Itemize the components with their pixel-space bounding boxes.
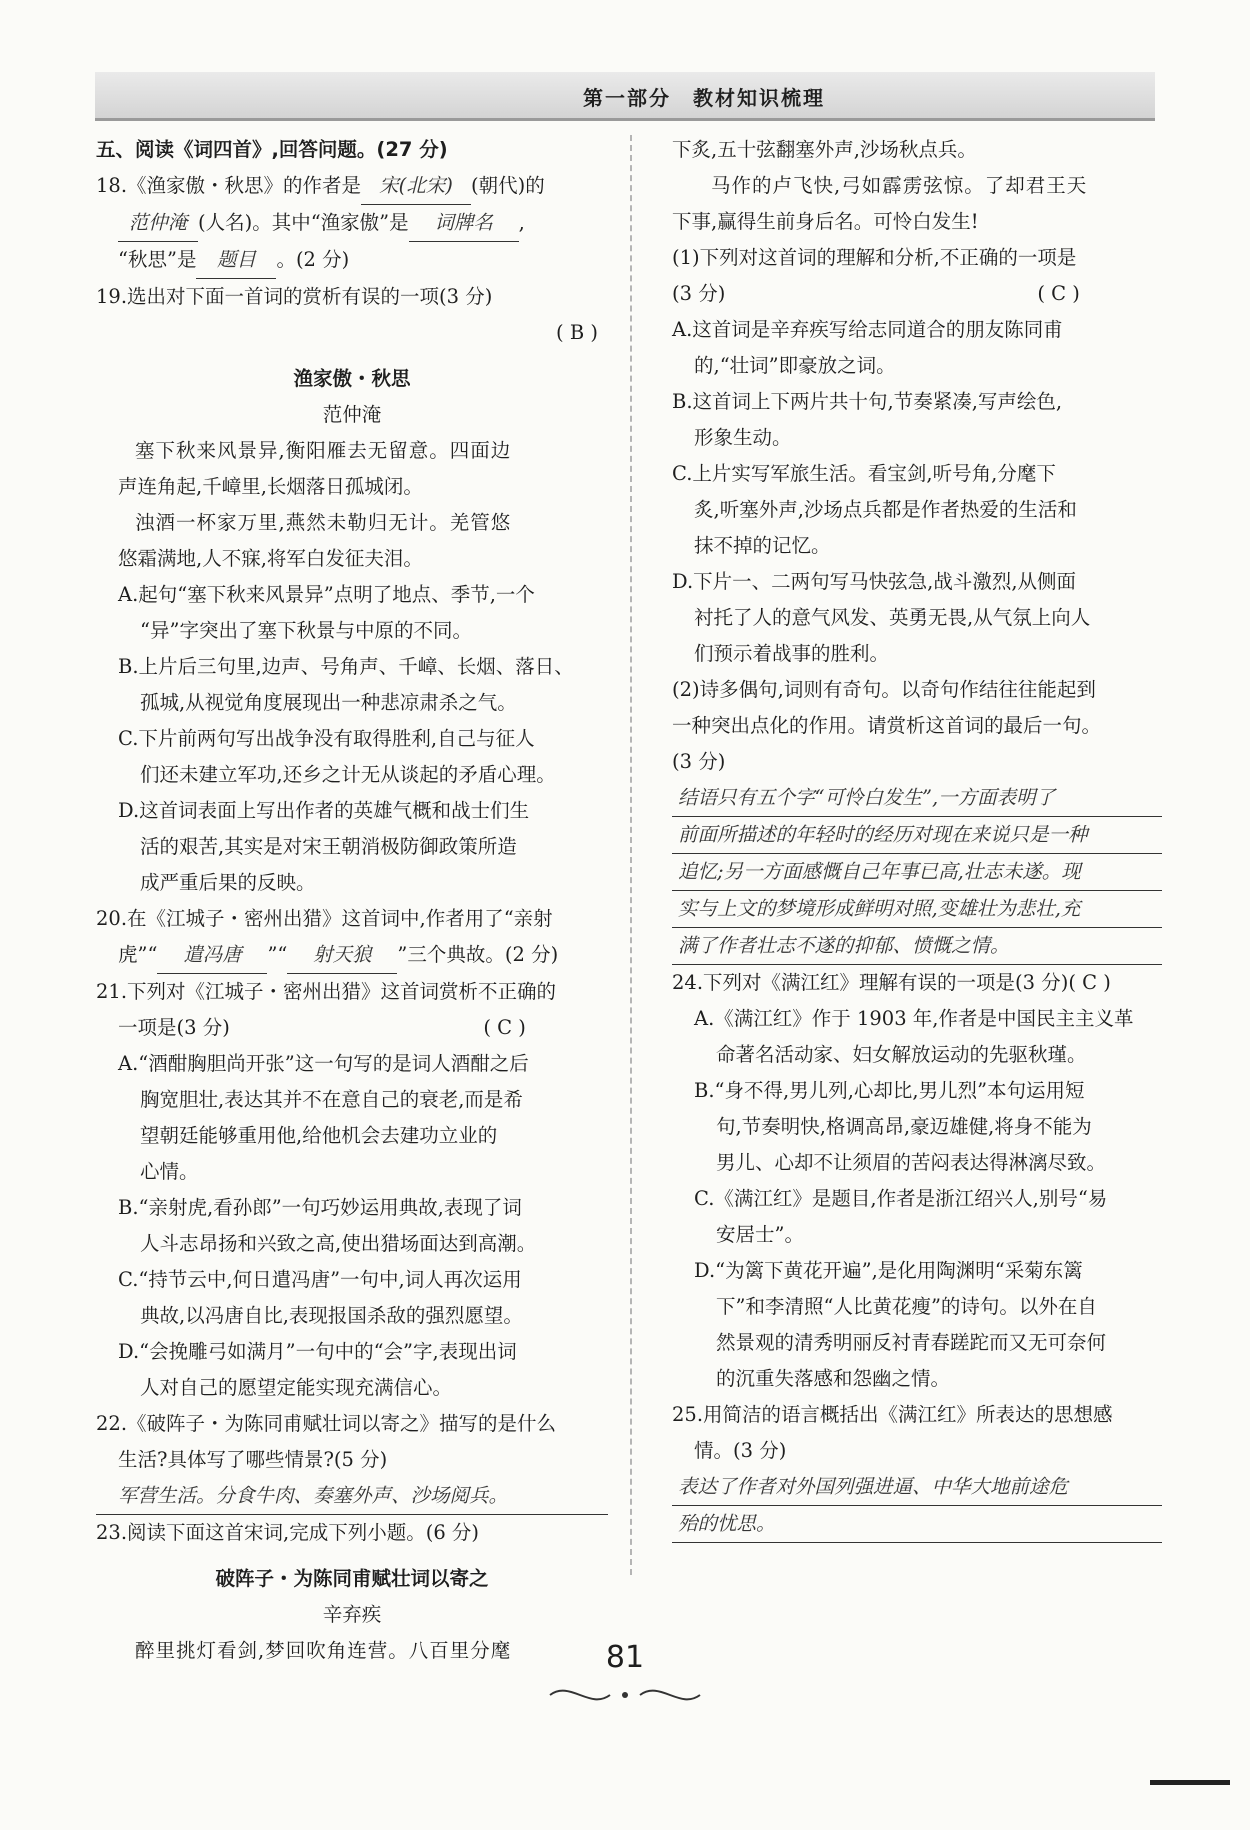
text-fragment: 虎”“ <box>118 943 158 966</box>
answer-line: 前面所描述的年轻时的经历对现在来说只是一种 <box>672 817 1162 854</box>
text-line: 人斗志昂扬和兴致之高,使出猎场面达到高潮。 <box>140 1232 537 1255</box>
text-line: 的,“壮词”即豪放之词。 <box>694 354 896 377</box>
text-line: 20.在《江城子・密州出猎》这首词中,作者用了“亲射 <box>96 907 553 930</box>
answer-line: 追忆;另一方面感慨自己年事已高,壮志未遂。现 <box>672 854 1162 891</box>
text-line: 男儿、心却不让须眉的苦闷表达得淋漓尽致。 <box>716 1151 1107 1174</box>
text-line: 21.下列对《江城子・密州出猎》这首词赏析不正确的 <box>96 980 557 1003</box>
text-line: (3 分) <box>672 750 726 773</box>
text-line: 悠霜满地,人不寐,将军白发征夫泪。 <box>118 547 423 570</box>
answer-line: 殆的忧思。 <box>672 1506 1162 1543</box>
text-line: 渔家傲・秋思 <box>293 367 411 390</box>
text-line: B.上片后三句里,边声、号角声、千嶂、长烟、落日、 <box>118 655 574 678</box>
ornament-icon <box>545 1680 705 1710</box>
text-line: D.这首词表面上写出作者的英雄气概和战士们生 <box>118 799 530 822</box>
text-fragment: (人名)。其中“渔家傲”是 <box>198 211 409 234</box>
corner-line <box>1150 1780 1230 1785</box>
text-line <box>96 937 608 974</box>
text-line: 军营生活。分食牛肉、奏塞外声、沙场阅兵。 <box>96 1478 608 1515</box>
text-line: A.这首词是辛弃疾写给志同道合的朋友陈同甫 <box>672 318 1063 341</box>
text-line <box>96 168 608 205</box>
text-line: C.“持节云中,何日遣冯唐”一句中,词人再次运用 <box>118 1268 522 1291</box>
text-line: A.《满江红》作于 1903 年,作者是中国民主主义革 <box>694 1007 1134 1030</box>
text-line: D.“为篱下黄花开遍”,是化用陶渊明“采菊东篱 <box>694 1259 1083 1282</box>
text-line: 22.《破阵子・为陈同甫赋壮词以寄之》描写的是什么 <box>96 1412 557 1435</box>
text-line: 抹不掉的记忆。 <box>694 534 831 557</box>
text-line: 下事,赢得生前身后名。可怜白发生! <box>672 210 979 233</box>
page-number: 81 <box>605 1640 645 1675</box>
text-line: 然景观的清秀明丽反衬青春蹉跎而又无可奈何 <box>716 1331 1107 1354</box>
text-line: 醉里挑灯看剑,梦回吹角连营。八百里分麾 <box>135 1639 512 1662</box>
answer-line: 满了作者壮志不遂的抑郁、愤慨之情。 <box>672 928 1162 965</box>
text-line: 声连角起,千嶂里,长烟落日孤城闭。 <box>118 475 423 498</box>
filled-blank: 题目 <box>196 242 276 279</box>
filled-blank: 射天狼 <box>287 937 397 974</box>
text-line: 命著名活动家、妇女解放运动的先驱秋瑾。 <box>716 1043 1087 1066</box>
text-line: B.这首词上下两片共十句,节奏紧凑,写声绘色, <box>672 390 1063 413</box>
text-line: 一项是(3 分) ( C ) <box>118 1016 526 1039</box>
text-line: C.上片实写军旅生活。看宝剑,听号角,分麾下 <box>672 462 1056 485</box>
text-line: 一种突出点化的作用。请赏析这首词的最后一句。 <box>672 714 1102 737</box>
header-title: 第一部分 教材知识梳理 <box>583 86 825 110</box>
text-line: 衬托了人的意气风发、英勇无畏,从气氛上向人 <box>694 606 1091 629</box>
text-line: 25.用简洁的语言概括出《满江红》所表达的思想感 <box>672 1403 1113 1426</box>
text-line: (1)下列对这首词的理解和分析,不正确的一项是 <box>672 246 1077 269</box>
text-line: 人对自己的愿望定能实现充满信心。 <box>140 1376 453 1399</box>
answer-block <box>672 1469 1162 1543</box>
text-line: (2)诗多偶句,词则有奇句。以奇句作结往往能起到 <box>672 678 1096 701</box>
left-column <box>96 132 608 1669</box>
text-line: 范仲淹 <box>322 403 382 426</box>
filled-blank: 范仲淹 <box>118 205 198 242</box>
text-line: 五、阅读《词四首》,回答问题。(27 分) <box>96 138 448 161</box>
text-line: 形象生动。 <box>694 426 792 449</box>
text-line: B.“身不得,男儿列,心却比,男儿烈”本句运用短 <box>694 1079 1085 1102</box>
text-line: ( B ) <box>556 321 598 344</box>
text-line: “异”字突出了塞下秋景与中原的不同。 <box>140 619 472 642</box>
text-fragment: , <box>518 211 525 234</box>
right-column <box>672 132 1162 1543</box>
text-line: 的沉重失落感和怨幽之情。 <box>716 1367 951 1390</box>
text-line: C.下片前两句写出战争没有取得胜利,自己与征人 <box>118 727 535 750</box>
text-line: 炙,听塞外声,沙场点兵都是作者热爱的生活和 <box>694 498 1077 521</box>
text-fragment: 18.《渔家傲・秋思》的作者是 <box>96 174 362 197</box>
text-line: A.“酒酣胸胆尚开张”这一句写的是词人酒酣之后 <box>118 1052 529 1075</box>
text-line <box>96 205 608 242</box>
column-divider <box>630 135 632 1575</box>
text-line <box>96 242 608 279</box>
text-line: 胸宽胆壮,表达其并不在意自己的衰老,而是希 <box>140 1088 523 1111</box>
text-line: 辛弃疾 <box>322 1603 382 1626</box>
answer-block <box>672 780 1162 965</box>
text-line: 浊酒一杯家万里,燕然未勒归无计。羌管悠 <box>135 511 512 534</box>
text-line: 孤城,从视觉角度展现出一种悲凉肃杀之气。 <box>140 691 517 714</box>
text-line: 情。(3 分) <box>694 1439 787 1462</box>
text-line: 19.选出对下面一首词的赏析有误的一项(3 分) <box>96 285 493 308</box>
text-line: 安居士”。 <box>716 1223 804 1246</box>
text-line: 生活?具体写了哪些情景?(5 分) <box>118 1448 388 1471</box>
page-header <box>95 72 1155 121</box>
text-line: (3 分) ( C ) <box>672 282 1080 305</box>
text-line: 23.阅读下面这首宋词,完成下列小题。(6 分) <box>96 1521 480 1544</box>
text-fragment: “秋思”是 <box>118 248 197 271</box>
answer-line: 表达了作者对外国列强进逼、中华大地前途危 <box>672 1469 1162 1506</box>
text-line: C.《满江红》是题目,作者是浙江绍兴人,别号“易 <box>694 1187 1108 1210</box>
text-line: 成严重后果的反映。 <box>140 871 316 894</box>
text-line: D.“会挽雕弓如满月”一句中的“会”字,表现出词 <box>118 1340 517 1363</box>
text-line: 望朝廷能够重用他,给他机会去建功立业的 <box>140 1124 498 1147</box>
filled-blank: 宋(北宋) <box>361 168 471 205</box>
answer-line: 结语只有五个字“可怜白发生”,一方面表明了 <box>672 780 1162 817</box>
text-fragment: ”三个典故。(2 分) <box>397 943 559 966</box>
text-line: 们预示着战事的胜利。 <box>694 642 890 665</box>
text-line: 24.下列对《满江红》理解有误的一项是(3 分)( C ) <box>672 971 1111 994</box>
answer-line: 实与上文的梦境形成鲜明对照,变雄壮为悲壮,充 <box>672 891 1162 928</box>
text-line: 句,节奏明快,格调高昂,豪迈雄健,将身不能为 <box>716 1115 1092 1138</box>
filled-blank: 遣冯唐 <box>157 937 267 974</box>
text-line: 活的艰苦,其实是对宋王朝消极防御政策所造 <box>140 835 517 858</box>
text-fragment: ”“ <box>267 943 288 966</box>
text-line: 典故,以冯唐自比,表现报国杀敌的强烈愿望。 <box>140 1304 523 1327</box>
text-line: 心情。 <box>140 1160 199 1183</box>
text-line: B.“亲射虎,看孙郎”一句巧妙运用典故,表现了词 <box>118 1196 522 1219</box>
text-fragment: 。(2 分) <box>276 248 350 271</box>
text-line: 下”和李清照“人比黄花瘦”的诗句。以外在自 <box>716 1295 1097 1318</box>
filled-blank: 词牌名 <box>409 205 519 242</box>
text-line: D.下片一、二两句写马快弦急,战斗激烈,从侧面 <box>672 570 1077 593</box>
text-line: 塞下秋来风景异,衡阳雁去无留意。四面边 <box>135 439 512 462</box>
text-line: 马作的卢飞快,弓如霹雳弦惊。了却君王天 <box>711 174 1088 197</box>
text-line: 们还未建立军功,还乡之计无从谈起的矛盾心理。 <box>140 763 556 786</box>
text-line: 下炙,五十弦翻塞外声,沙场秋点兵。 <box>672 138 977 161</box>
text-line: A.起句“塞下秋来风景异”点明了地点、季节,一个 <box>118 583 535 606</box>
text-fragment: (朝代)的 <box>471 174 545 197</box>
text-line: 破阵子・为陈同甫赋壮词以寄之 <box>215 1567 489 1590</box>
